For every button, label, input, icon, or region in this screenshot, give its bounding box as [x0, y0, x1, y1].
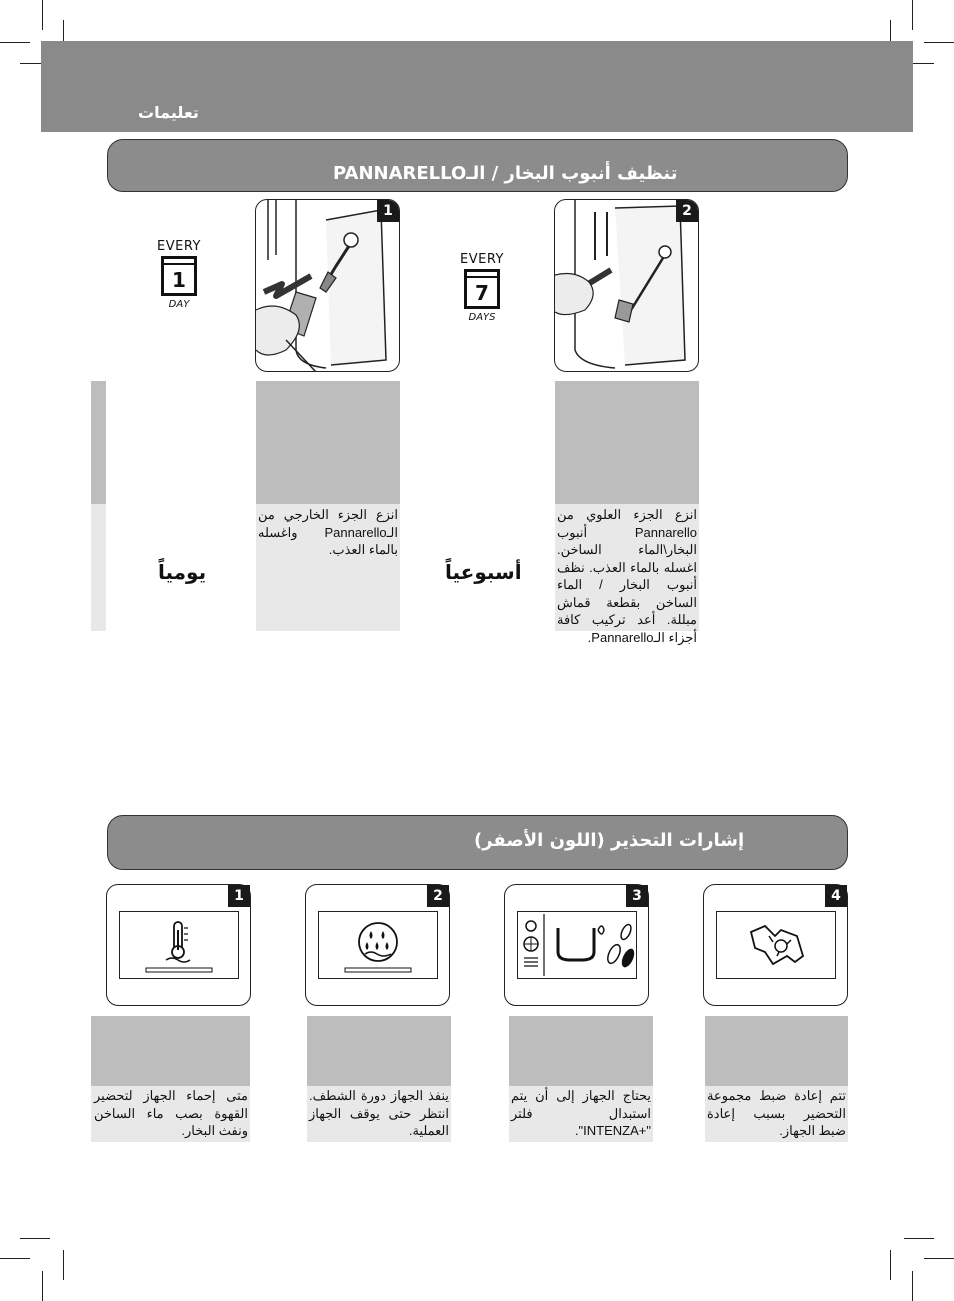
warning-3-text: يحتاج الجهاز إلى أن يتم استبدال فلتر "+INTENZA".	[511, 1088, 651, 1138]
warning-display-1	[106, 884, 251, 1006]
display-screen	[716, 911, 836, 979]
step-panel-top	[91, 381, 106, 504]
warning-display-4	[703, 884, 848, 1006]
calendar-every-label: EVERY	[157, 239, 201, 254]
water-drops-icon	[319, 912, 437, 978]
grinder-icon	[717, 912, 835, 978]
display-screen	[119, 911, 239, 979]
calendar-unit-label: DAYS	[468, 312, 496, 323]
step-photo-2	[554, 199, 699, 372]
warning-display-2	[305, 884, 450, 1006]
pannarello-removal-illustration	[256, 200, 400, 372]
warning-number-badge: 2	[427, 885, 449, 907]
crop-mark	[63, 1250, 64, 1280]
warning-number-badge: 1	[228, 885, 250, 907]
frequency-daily-label: يومياً	[158, 560, 207, 584]
crop-mark	[20, 1238, 50, 1239]
warning-number-badge: 3	[626, 885, 648, 907]
calendar-digit: 7	[475, 281, 489, 305]
crop-mark	[42, 0, 43, 30]
warning-2-text: ينفذ الجهاز دورة الشطف. انتظر حتى يوقف الجهاز العملية.	[309, 1088, 449, 1138]
display-screen	[318, 911, 438, 979]
warning-panel-top	[705, 1016, 848, 1086]
warning-panel-top	[509, 1016, 653, 1086]
warning-number-badge: 4	[825, 885, 847, 907]
calendar-box	[161, 256, 197, 296]
calendar-every-label: EVERY	[460, 252, 504, 267]
crop-mark	[42, 1271, 43, 1301]
step-number-badge: 2	[676, 200, 698, 222]
display-screen	[517, 911, 637, 979]
crop-mark	[0, 1258, 30, 1259]
warning-display-3	[504, 884, 649, 1006]
coffee-beans-icon	[518, 912, 636, 978]
step-number-badge: 1	[377, 200, 399, 222]
step-text-panel-top	[555, 381, 699, 504]
step-photo-1	[255, 199, 400, 372]
page-header-title: تعليمات	[138, 103, 199, 122]
warning-panel-top	[91, 1016, 250, 1086]
crop-mark	[912, 0, 913, 30]
warning-panel-top	[307, 1016, 451, 1086]
crop-mark	[904, 1238, 934, 1239]
crop-mark	[924, 1258, 954, 1259]
calendar-unit-label: DAY	[168, 299, 190, 310]
warning-4-text: تتم إعادة ضبط مجموعة التحضير بسبب إعادة ضبط الجهاز.	[707, 1088, 846, 1138]
crop-mark	[912, 1271, 913, 1301]
step-2-instructions: انزع الجزء العلوي من Pannarello أنبوب البخار\الماء الساخن. اغسله بالماء العذب. نظف أنبوب البخار / الماء الساخن بقطعة قماش مبللة. أعد تركيب كافة أجزاء الـPannarello.	[557, 507, 697, 645]
step-text-panel-top	[256, 381, 400, 504]
crop-mark	[924, 42, 954, 43]
step-panel-bottom	[91, 504, 106, 631]
section-title-cleaning: تنظيف أنبوب البخار / الـPANNARELLO	[333, 163, 678, 184]
section-title-warnings: إشارات التحذير (اللون الأصفر)	[474, 830, 745, 851]
calendar-digit: 1	[172, 268, 186, 292]
thermometer-icon	[120, 912, 238, 978]
steam-wand-cleaning-illustration	[555, 200, 699, 372]
crop-mark	[890, 1250, 891, 1280]
frequency-weekly-label: أسبوعياً	[445, 560, 522, 584]
crop-mark	[0, 42, 30, 43]
warning-1-text: متى إحماء الجهاز لتحضير القهوة بصب ماء الساخن ونفث البخار.	[94, 1088, 248, 1138]
calendar-box	[464, 269, 500, 309]
calendar-weekly-icon	[452, 252, 512, 323]
step-1-instructions: انزع الجزء الخارجي من الـPannarello واغسله بالماء العذب.	[258, 507, 398, 557]
calendar-daily-icon	[149, 239, 209, 310]
